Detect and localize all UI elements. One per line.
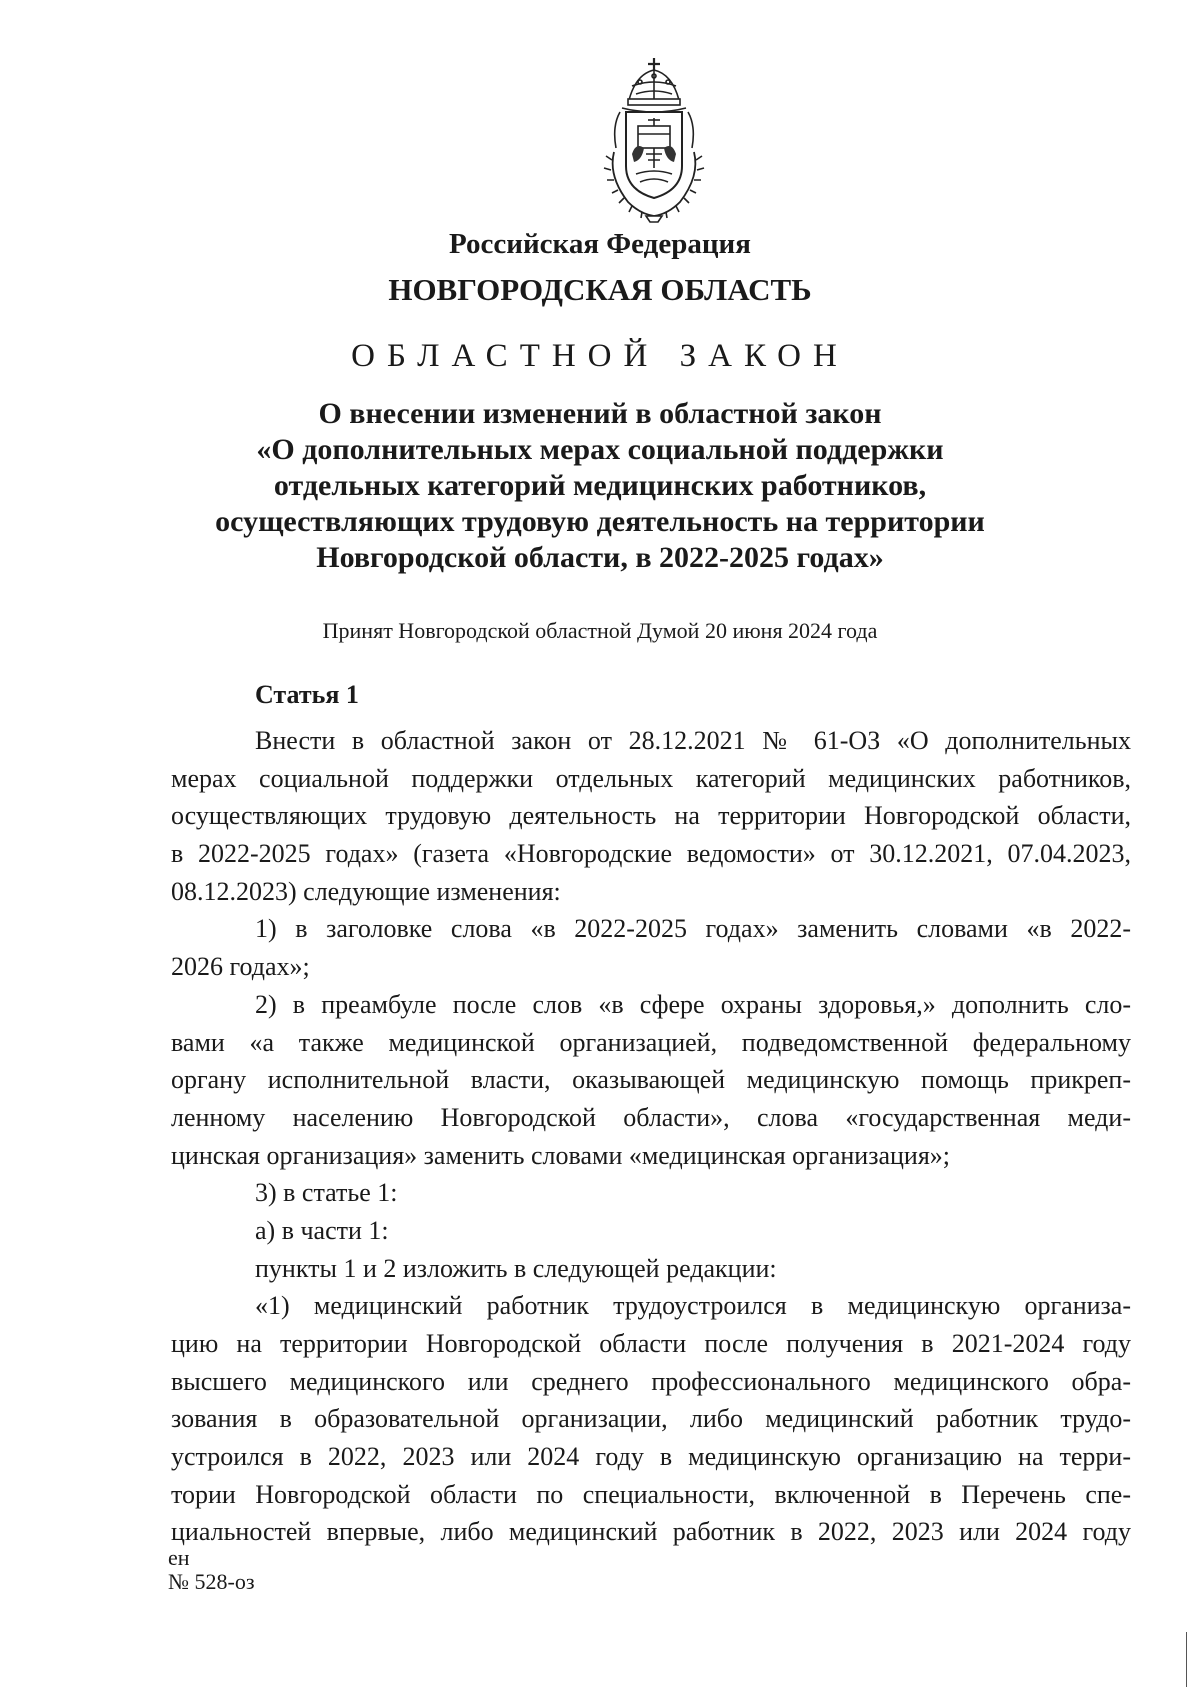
body-line: цию на территории Новгородской области после получения в 2021-2024 году xyxy=(171,1329,1131,1358)
law-title-line: Новгородской области, в 2022-2025 годах» xyxy=(316,541,884,574)
article-body xyxy=(171,722,1131,1551)
body-line: 1) в заголовке слова «в 2022-2025 годах» заменить словами «в 2022- xyxy=(255,914,1131,944)
law-title-line: «О дополнительных мерах социальной поддержки xyxy=(256,433,944,466)
body-line: тории Новгородской области по специальности, включенной в Перечень спе- xyxy=(171,1479,1131,1509)
scan-margin-line xyxy=(1186,1632,1187,1687)
body-line: пункты 1 и 2 изложить в следующей редакции: xyxy=(255,1253,777,1283)
document-type: ОБЛАСТНОЙ ЗАКОН xyxy=(351,338,849,374)
registration-code-line: № 528-оз xyxy=(168,1569,255,1594)
law-title xyxy=(200,396,1000,576)
body-line: устроился в 2022, 2023 или 2024 году в медицинскую организацию на терри- xyxy=(171,1442,1131,1472)
law-title-line: осуществляющих трудовую деятельность на территории xyxy=(215,505,985,538)
body-line: 2026 годах»; xyxy=(171,952,310,982)
body-line: вами «а также медицинской организацией, подведомственной федеральному xyxy=(171,1027,1131,1057)
body-line: «1) медицинский работник трудоустроился в медицинскую организа- xyxy=(255,1291,1131,1321)
body-line: высшего медицинского или среднего профессионального медицинского обра- xyxy=(171,1366,1131,1396)
body-line: 2) в преамбуле после слов «в сфере охраны здоровья,» дополнить сло- xyxy=(255,989,1131,1019)
body-line: Внести в областной закон от 28.12.2021 № 61-ОЗ «О дополнительных xyxy=(255,726,1131,755)
region-heading: НОВГОРОДСКАЯ ОБЛАСТЬ xyxy=(388,272,812,307)
federation-heading: Российская Федерация xyxy=(449,228,751,260)
coat-of-arms-icon xyxy=(584,56,724,224)
law-title-line: отдельных категорий медицинских работников, xyxy=(273,469,927,502)
adoption-note: Принят Новгородской областной Думой 20 июня 2024 года xyxy=(322,618,878,643)
body-line: 08.12.2023) следующие изменения: xyxy=(171,876,561,906)
body-line: а) в части 1: xyxy=(255,1215,389,1245)
body-line: мерах социальной поддержки отдельных категорий медицинских работников, xyxy=(171,763,1131,793)
body-line: органу исполнительной власти, оказывающей медицинскую помощь прикреп- xyxy=(171,1065,1131,1095)
body-line: ленному населению Новгородской области», слова «государственная меди- xyxy=(171,1102,1131,1132)
body-line: в 2022-2025 годах» (газета «Новгородские ведомости» от 30.12.2021, 07.04.2023, xyxy=(171,839,1131,869)
body-line: цинская организация» заменить словами «медицинская организация»; xyxy=(171,1140,951,1170)
body-line: осуществляющих трудовую деятельность на территории Новгородской области, xyxy=(171,801,1131,831)
body-line: циальностей впервые, либо медицинский работник в 2022, 2023 или 2024 году xyxy=(171,1517,1131,1547)
registration-code xyxy=(168,1546,255,1594)
law-title-line: О внесении изменений в областной закон xyxy=(318,397,882,430)
registration-code-line: ен xyxy=(168,1545,190,1570)
body-line: зования в образовательной организации, либо медицинский работник трудо- xyxy=(171,1404,1131,1434)
body-line: 3) в статье 1: xyxy=(255,1178,398,1208)
article-heading: Статья 1 xyxy=(255,680,359,709)
